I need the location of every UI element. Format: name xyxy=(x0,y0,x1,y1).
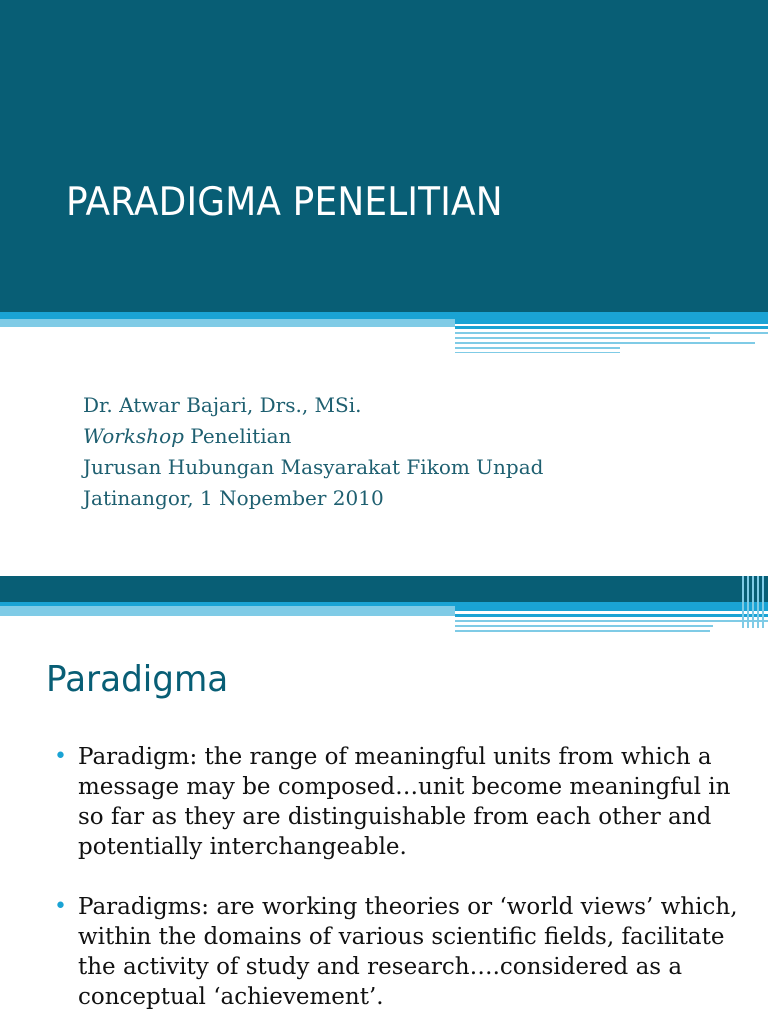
slide-heading: Paradigma xyxy=(46,659,229,700)
event-line xyxy=(83,421,543,452)
subtitle-block xyxy=(83,390,543,514)
place-date-line: Jatinangor, 1 Nopember 2010 xyxy=(83,486,384,510)
slide-title: PARADIGMA PENELITIAN xyxy=(66,180,503,225)
bullet-list xyxy=(54,742,744,1024)
department-line: Jurusan Hubungan Masyarakat Fikom Unpad xyxy=(83,455,544,479)
bullet-item: • Paradigms: are working theories or ‘world views’ which, within the domains of various scientific fields, facilitate the activity of study and research….considered as a conceptual ‘achievement’. xyxy=(54,892,744,1012)
title-band xyxy=(0,0,768,312)
decorative-stripes xyxy=(0,602,768,634)
decorative-stripes xyxy=(0,312,768,358)
bullet-item: • Paradigm: the range of meaningful units from which a message may be composed…unit become meaningful in so far as they are distinguishable from each other and potentially interchangeable. xyxy=(54,742,744,862)
event-italic: Workshop xyxy=(83,424,184,448)
decorative-ticks xyxy=(740,576,768,628)
header-band xyxy=(0,576,768,602)
author-line: Dr. Atwar Bajari, Drs., MSi. xyxy=(83,393,362,417)
content-slide xyxy=(0,576,768,1024)
event-rest: Penelitian xyxy=(183,424,292,448)
